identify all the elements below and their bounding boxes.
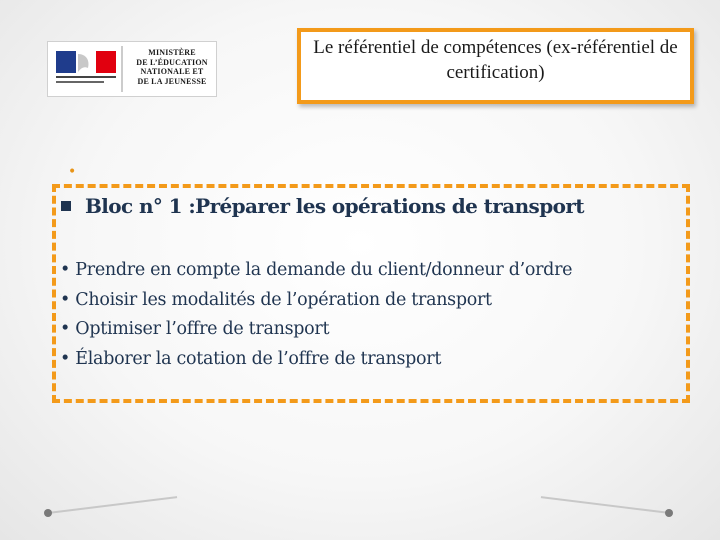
bottom-right-dot [665,509,673,517]
bottom-left-rule [48,496,177,514]
list-item: • Élaborer la cotation de l’offre de transport [60,348,442,369]
list-item: • Prendre en compte la demande du client/donneur d’ordre [60,260,573,280]
page-title: Le référentiel de compétences (ex-référentiel de certification) [313,37,678,83]
bloc-heading-text: Bloc n° 1 :Préparer les opérations de transport [85,194,584,218]
ministry-logo [47,41,217,97]
decorative-dot: • [68,164,77,180]
bottom-left-dot [44,509,52,517]
list-item: • Choisir les modalités de l’opération de transport [60,289,492,310]
marianne-flag-icon [48,42,128,96]
list-item: • Optimiser l’offre de transport [60,319,330,339]
title-box [297,28,694,104]
bottom-right-rule [541,496,670,514]
bloc-item-list [60,256,670,374]
bloc-heading [61,194,691,218]
square-bullet-icon [61,201,71,211]
ministry-name: MINISTÈRE DE L’ÉDUCATION NATIONALE ET DE LA JEUNESSE [136,48,208,86]
